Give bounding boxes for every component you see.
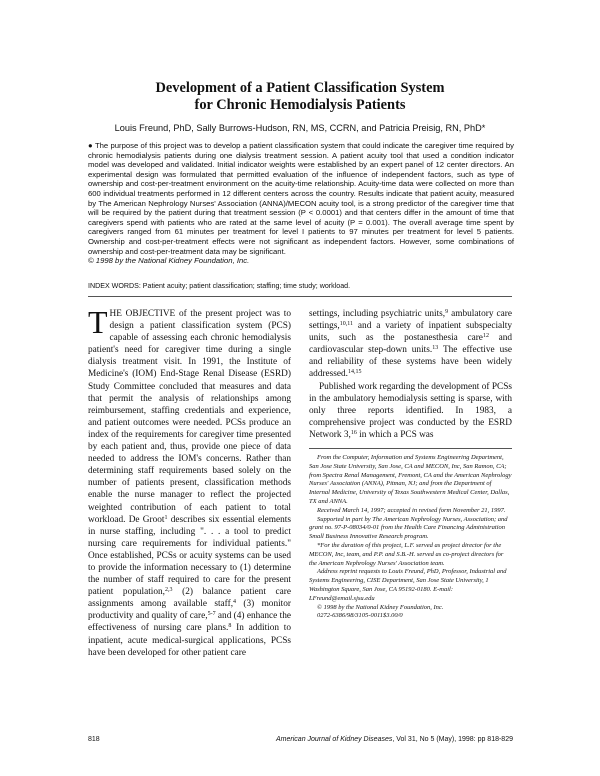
citation-ref: 13	[432, 345, 439, 352]
title-line-2: for Chronic Hemodialysis Patients	[194, 96, 406, 113]
journal-name: American Journal of Kidney Diseases	[276, 736, 393, 743]
citation-ref: 16	[350, 429, 357, 436]
body-column-right: settings, including psychiatric units,$^9$ ambulatory care settings,$^{10,11}$ and a variety of inpatient subspecialty units, such as the postanesthesia care$^{12}$ and cardiovascular step-down units.$^{13}$ The effective use and reliability of these systems have been widely addressed.$^{14,15}$ Published work regarding the development of PCSs in the ambulatory hemodialysis setting is sparse, with only three reports identified. In 1983, a comprehensive project was conducted by the ESRD Network 3,16 in which a PCS was	[309, 309, 513, 440]
article-title	[60, 80, 540, 113]
citation-ref: 8	[228, 623, 232, 630]
title-line-1: Development of a Patient Classification System	[155, 80, 445, 96]
abstract-text: The purpose of this project was to develop a patient classification system that could indicate the caregiver time required by chronic hemodialysis patients during one dialysis treatment session. A patient acuity tool that used a condition indicator model was developed and validated. Initial indicator weights were established by an expert panel of 12 center directors. An experimental design was formulated that permitted evaluation of the influence of independent factors, such as type of ownership and cost-per-treatment environment on the acuity-time relationship. Acuity-time data were collected on more than 600 individual treatments performed in 12 different centers across the country. Results indicate that patient acuity, measured by The American Nephrology Nurses' Association (ANNA)/MECON acuity tool, is a strong predictor of the caregiver time that will be required by the patient during that treatment session (P < 0.0001) and that centers differ in the amount of time that caregivers spend with patients who are rated at the same level of acuity (P = 0.001). The overall average time spent by caregivers ranged from 61 minutes per treatment for level I patients to 97 minutes per treatment for level 5 patients. Ownership and cost-per-treatment effects were not significant as independent factors. However, some combinations of ownership and cost-per-treatment data may be significant.	[88, 141, 514, 256]
footnote-duration: *For the duration of this project, L.F. served as project director for the MECON, Inc, team, and P.P. and S.B.-H. served as co-project directors for the American Nephrology Nurses' Association team.	[309, 541, 504, 567]
drop-cap: T	[88, 304, 108, 340]
abstract-copyright: © 1998 by the National Kidney Foundation, Inc.	[88, 256, 250, 266]
footnotes	[309, 454, 512, 621]
citation-ref: 10,11	[339, 321, 354, 328]
footnote-code: 0272-6386/98/3105-0011$3.00/0	[317, 612, 403, 620]
footnote-divider	[309, 448, 512, 449]
index-words: INDEX WORDS: Patient acuity; patient classification; staffing; time study; workload.	[88, 282, 351, 290]
author-list: Louis Freund, PhD, Sally Burrows-Hudson, RN, MS, CCRN, and Patricia Preisig, RN, PhD*	[114, 123, 486, 133]
citation-ref: 14,15	[347, 369, 362, 376]
abstract	[88, 141, 514, 266]
footnote-copyright: © 1998 by the National Kidney Foundation, Inc.	[317, 603, 444, 611]
citation-ref: 5-7	[207, 611, 216, 618]
citation-ref: 1	[164, 514, 168, 521]
footnote-affiliation: From the Computer, Information and Systems Engineering Department, San Jose State University, San Jose, CA and MECON, Inc, San Ramon, CA; from Spectra Renal Management, Fremont, CA and the American Nephrology Nurses' Association (ANNA), Pitman, NJ; and from the Department of Internal Medicine, University of Texas Southwestern Medical Center, Dallas, TX and ANNA.	[309, 454, 512, 505]
footnote-address: Address reprint requests to Louis Freund, PhD, Professor, Industrial and Systems Engineering, CISE Department, San Jose State University, 1 Washington Square, San Jose, CA 95192-0180. E-mail: LFreund@email.sjsu.edu	[309, 568, 507, 602]
body-column-left: THE OBJECTIVE of the present project was to design a patient classification system (PCS) capable of assessing each chronic hemodialysis patient's need for caregiver time during a single dialysis treatment visit. In 1991, the Institute of Medicine's (IOM) End-Stage Renal Disease (ESRD) Study Committee concluded that measures and data that permit the analysis of relationships among reimbursement, staffing credentials and experience, and patient outcomes were needed. PCSs produce an index of the requirements for caregiver time presented by each patient and, thus, provide one piece of data needed to address the IOM's concerns. Rather than determining staff requirements based solely on the number of patients present, classification methods enable the nurse manager to reflect the projected weighted contribution of each patient to total workload. De Groot$^1$ describes six essential elements in nurse staffing, including ". . . a tool to predict nursing care requirements for individual patients." Once established, PCSs or acuity systems can be used to provide the information necessary to (1) determine the number of staff required to care for the present patient population,$^{2,3}$ (2) balance patient care assignments among available staff,$^4$ (3) monitor productivity and quality of care,$^{5-7}$ and (4) enhance the effectiveness of nursing care plans.$^8$ In addition to inpatient, acute medical-surgical applications, PCSs have been developed for other patient care	[88, 304, 292, 658]
journal-volume: , Vol 31, No 5 (May), 1998: pp 818-829	[392, 736, 513, 743]
page-number: 818	[88, 736, 100, 743]
citation-ref: 4	[233, 599, 237, 606]
footnote-support: Supported in part by The American Nephrology Nurses, Association; and grant no. 97-P-08034/0-01 from the Health Care Financing Administration Small Business Innovative Research program.	[309, 515, 508, 541]
abstract-bullet-icon: ●	[88, 141, 93, 150]
citation-ref: 2,3	[165, 587, 173, 594]
footnote-received: Received March 14, 1997; accepted in revised form November 21, 1997.	[317, 506, 506, 514]
citation-ref: 9	[445, 309, 449, 315]
citation-ref: 12	[482, 333, 489, 340]
journal-citation	[251, 736, 513, 743]
section-divider	[88, 296, 512, 297]
